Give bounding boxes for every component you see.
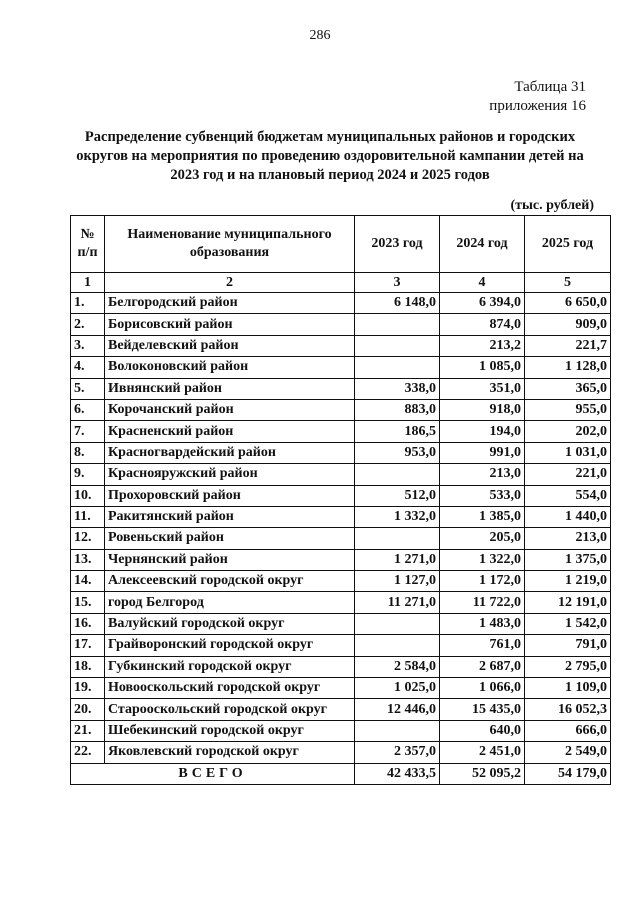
value-2025: 2 795,0 [525,656,611,677]
table-row [71,613,611,634]
value-2024: 1 066,0 [440,678,525,699]
table-caption-line1: Таблица 31 [514,79,586,95]
municipality-name: Борисовский район [105,314,355,335]
value-2024: 2 451,0 [440,742,525,763]
value-2023 [355,720,440,741]
value-2023 [355,335,440,356]
row-number: 13. [71,549,105,570]
row-number: 2. [71,314,105,335]
value-2024: 1 085,0 [440,357,525,378]
column-index: 4 [440,273,525,293]
value-2024: 11 722,0 [440,592,525,613]
municipality-name: Прохоровский район [105,485,355,506]
value-2023 [355,528,440,549]
value-2023 [355,464,440,485]
value-2025: 16 052,3 [525,699,611,720]
municipality-name: Красногвардейский район [105,442,355,463]
value-2025: 955,0 [525,399,611,420]
municipality-name: Чернянский район [105,549,355,570]
row-number: 18. [71,656,105,677]
total-row [71,763,611,784]
table-row [71,399,611,420]
table-row [71,378,611,399]
municipality-name: Новооскольский городской округ [105,678,355,699]
value-2024: 640,0 [440,720,525,741]
municipality-name: Грайворонский городской округ [105,635,355,656]
value-2024: 991,0 [440,442,525,463]
column-index: 5 [525,273,611,293]
value-2023: 883,0 [355,399,440,420]
value-2024: 15 435,0 [440,699,525,720]
value-2024: 918,0 [440,399,525,420]
header-name: Наименование муниципального образования [105,216,355,273]
table-row [71,485,611,506]
table-caption [489,78,586,116]
table-row [71,506,611,527]
value-2023: 1 025,0 [355,678,440,699]
row-number: 14. [71,571,105,592]
value-2023: 1 271,0 [355,549,440,570]
municipality-name: Белгородский район [105,293,355,314]
row-number: 4. [71,357,105,378]
value-2025: 6 650,0 [525,293,611,314]
municipality-name: город Белгород [105,592,355,613]
value-2024: 533,0 [440,485,525,506]
table-row [71,421,611,442]
value-2025: 1 109,0 [525,678,611,699]
row-number: 8. [71,442,105,463]
row-number: 19. [71,678,105,699]
value-2023 [355,613,440,634]
municipality-name: Яковлевский городской округ [105,742,355,763]
row-number: 10. [71,485,105,506]
header-2023: 2023 год [355,216,440,273]
value-2023: 953,0 [355,442,440,463]
table-row [71,656,611,677]
value-2024: 1 483,0 [440,613,525,634]
value-2024: 213,2 [440,335,525,356]
header-row [71,216,611,273]
value-2025: 666,0 [525,720,611,741]
table-row [71,699,611,720]
value-2024: 6 394,0 [440,293,525,314]
municipality-name: Волоконовский район [105,357,355,378]
value-2025: 12 191,0 [525,592,611,613]
row-number: 9. [71,464,105,485]
municipality-name: Вейделевский район [105,335,355,356]
municipality-name: Корочанский район [105,399,355,420]
value-2024: 761,0 [440,635,525,656]
units-label: (тыс. рублей) [510,198,594,213]
total-2023: 42 433,5 [355,763,440,784]
municipality-name: Красненский район [105,421,355,442]
value-2025: 202,0 [525,421,611,442]
row-number: 12. [71,528,105,549]
value-2023: 338,0 [355,378,440,399]
municipality-name: Ровеньский район [105,528,355,549]
value-2023: 11 271,0 [355,592,440,613]
value-2023 [355,314,440,335]
value-2025: 1 375,0 [525,549,611,570]
municipality-name: Ракитянский район [105,506,355,527]
value-2023: 6 148,0 [355,293,440,314]
table-row [71,742,611,763]
column-index: 2 [105,273,355,293]
value-2025: 221,0 [525,464,611,485]
header-2024: 2024 год [440,216,525,273]
value-2025: 909,0 [525,314,611,335]
row-number: 5. [71,378,105,399]
row-number: 11. [71,506,105,527]
total-2024: 52 095,2 [440,763,525,784]
subsidy-table [70,215,611,785]
row-number: 1. [71,293,105,314]
value-2023: 2 357,0 [355,742,440,763]
total-label: ВСЕГО [71,763,355,784]
table-row [71,549,611,570]
total-2025: 54 179,0 [525,763,611,784]
value-2025: 554,0 [525,485,611,506]
value-2024: 1 322,0 [440,549,525,570]
value-2025: 1 542,0 [525,613,611,634]
column-index: 1 [71,273,105,293]
value-2025: 221,7 [525,335,611,356]
row-number: 3. [71,335,105,356]
document-title: Распределение субвенций бюджетам муниципальных районов и городских округов на мероприятия по проведению оздоровительной кампании детей на 2023 год и на плановый период 2024 и 2025 годов [76,129,584,183]
municipality-name: Губкинский городской округ [105,656,355,677]
value-2023: 512,0 [355,485,440,506]
header-num: № п/п [71,216,105,273]
municipality-name: Краснояружский район [105,464,355,485]
municipality-name: Валуйский городской округ [105,613,355,634]
value-2024: 205,0 [440,528,525,549]
value-2023 [355,357,440,378]
table-row [71,528,611,549]
page-number: 286 [309,28,331,43]
value-2024: 2 687,0 [440,656,525,677]
table-row [71,635,611,656]
row-number: 16. [71,613,105,634]
table-row [71,464,611,485]
value-2023: 2 584,0 [355,656,440,677]
value-2025: 2 549,0 [525,742,611,763]
table-row [71,293,611,314]
row-number: 17. [71,635,105,656]
row-number: 15. [71,592,105,613]
municipality-name: Ивнянский район [105,378,355,399]
value-2023: 1 332,0 [355,506,440,527]
table-row [71,357,611,378]
row-number: 7. [71,421,105,442]
value-2025: 1 031,0 [525,442,611,463]
municipality-name: Алексеевский городской округ [105,571,355,592]
row-number: 21. [71,720,105,741]
value-2025: 1 219,0 [525,571,611,592]
row-number: 6. [71,399,105,420]
value-2025: 213,0 [525,528,611,549]
column-index: 3 [355,273,440,293]
municipality-name: Старооскольский городской округ [105,699,355,720]
table-row [71,592,611,613]
table-row [71,442,611,463]
table-caption-line2: приложения 16 [489,98,586,114]
value-2024: 874,0 [440,314,525,335]
value-2025: 365,0 [525,378,611,399]
value-2023 [355,635,440,656]
value-2023: 1 127,0 [355,571,440,592]
row-number: 20. [71,699,105,720]
table-row [71,720,611,741]
value-2025: 791,0 [525,635,611,656]
value-2023: 12 446,0 [355,699,440,720]
value-2024: 194,0 [440,421,525,442]
value-2023: 186,5 [355,421,440,442]
column-index-row [71,273,611,293]
municipality-name: Шебекинский городской округ [105,720,355,741]
value-2024: 351,0 [440,378,525,399]
value-2024: 1 172,0 [440,571,525,592]
table-row [71,335,611,356]
value-2024: 1 385,0 [440,506,525,527]
row-number: 22. [71,742,105,763]
table-row [71,678,611,699]
value-2024: 213,0 [440,464,525,485]
value-2025: 1 440,0 [525,506,611,527]
table-row [71,571,611,592]
value-2025: 1 128,0 [525,357,611,378]
header-2025: 2025 год [525,216,611,273]
table-row [71,314,611,335]
